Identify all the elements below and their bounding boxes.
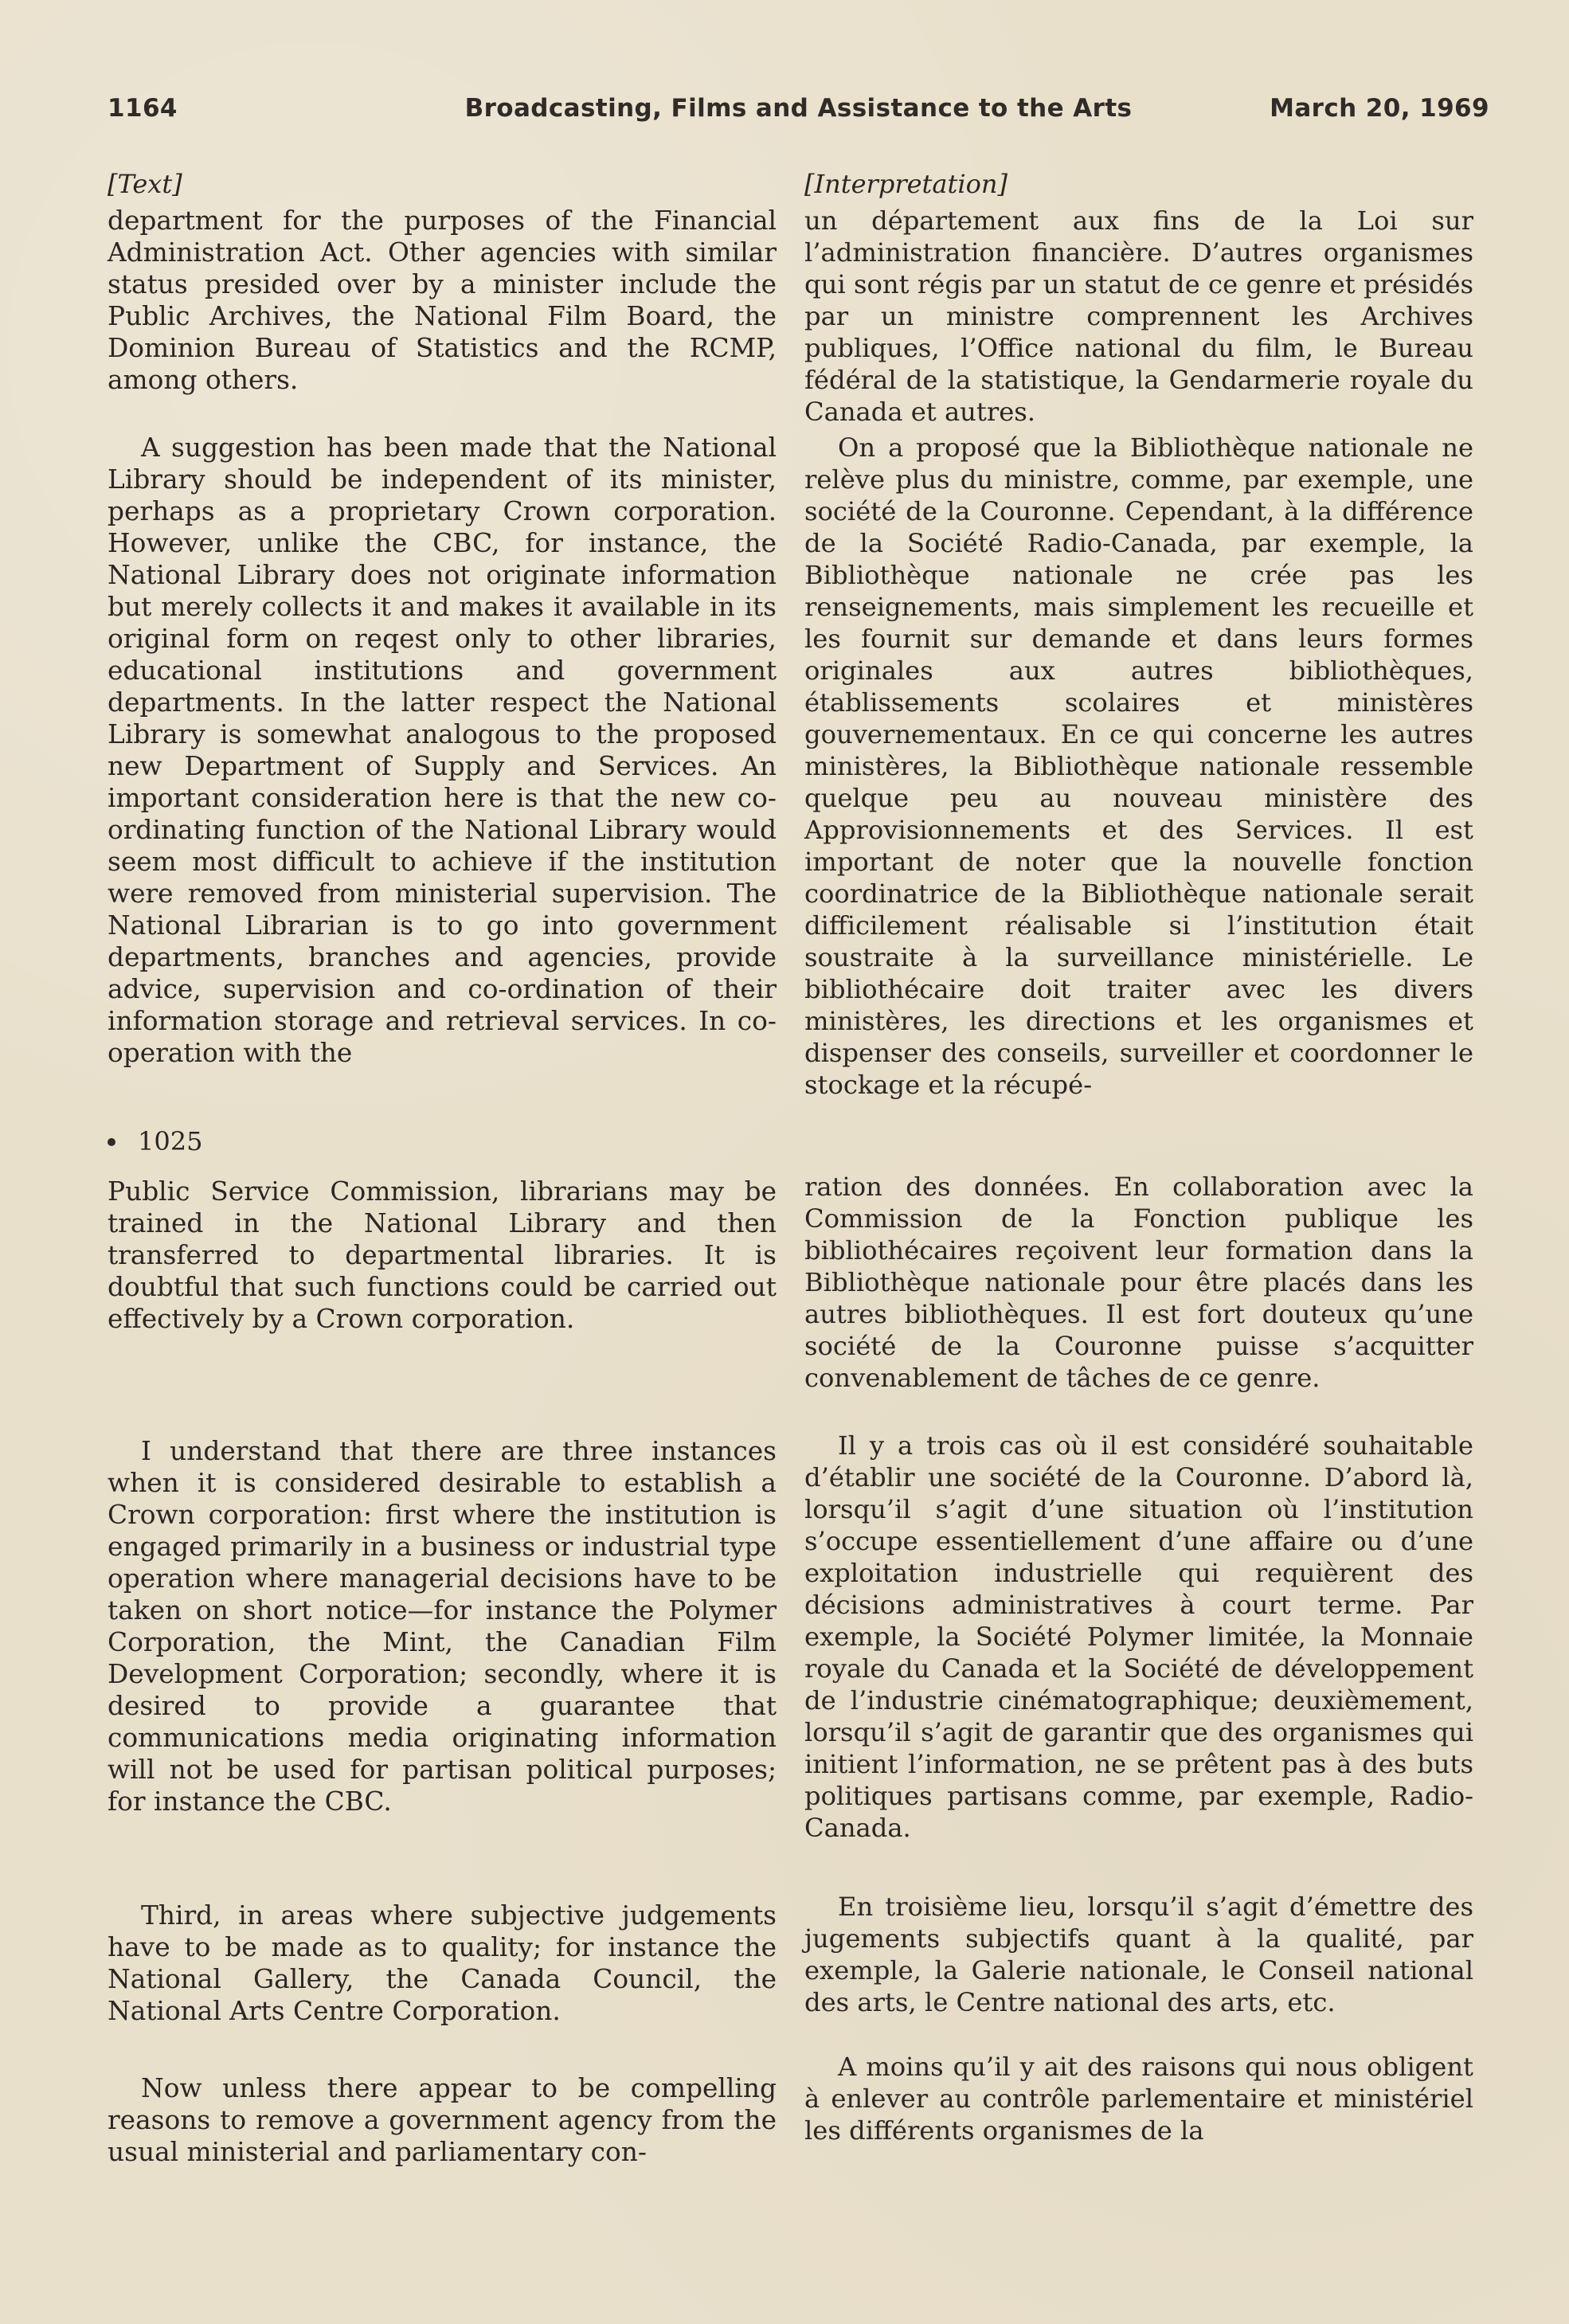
right-column-label-text: Interpretation xyxy=(814,169,998,199)
left-column xyxy=(108,0,777,2324)
right-column xyxy=(804,0,1473,2324)
left-paragraph-5: Third, in areas where subjective judgements have to be made as to quality; for instance the National Gallery, the Canada Council, the National Arts Centre Corporation. xyxy=(108,1900,777,2026)
marker-number: 1025 xyxy=(138,1126,203,1156)
header-date: March 20, 1969 xyxy=(1270,94,1489,123)
right-paragraph-4: Il y a trois cas où il est considéré souhaitable d’établir une société de la Couronne. D’abord là, lorsqu’il s’agit d’une situation où l’institution s’occupe essentiellement d’une affaire ou d’une exploitation industrielle qui requièrent des décisions administratives à court terme. Par exemple, la Société Polymer limitée, la Monnaie royale du Canada et la Société de développement de l’industrie cinématographique; deuxièmement, lorsqu’il s’agit de garantir que des organismes qui initient l’information, ne se prêtent pas à des buts politiques partisans comme, par exemple, Radio-Canada. xyxy=(804,1430,1473,1843)
page-number: 1164 xyxy=(108,94,178,123)
right-paragraph-1: un département aux fins de la Loi sur l’administration financière. D’autres organismes qui sont régis par un statut de ce genre et présidés par un ministre comprennent les Archives publiques, l’Office national du film, le Bureau fédéral de la statistique, la Gendarmerie royale du Canada et autres. xyxy=(804,205,1473,427)
left-column-label: [Text] xyxy=(108,169,182,199)
right-column-label: [Interpretation] xyxy=(804,169,1008,199)
right-paragraph-6: A moins qu’il y ait des raisons qui nous obligent à enlever au contrôle parlementaire et ministériel les différents organismes de la xyxy=(804,2052,1473,2146)
bullet-dot xyxy=(108,1138,115,1146)
running-title: Broadcasting, Films and Assistance to the Arts xyxy=(464,94,1133,123)
left-paragraph-6: Now unless there appear to be compelling reasons to remove a government agency from the usual ministerial and parliamentary con- xyxy=(108,2073,777,2167)
section-marker xyxy=(108,1125,202,1157)
right-paragraph-3: ration des données. En collaboration avec la Commission de la Fonction publique les bibliothécaires reçoivent leur formation dans la Bibliothèque nationale pour être placés dans les autres bibliothèques. Il est fort douteux qu’une société de la Couronne puisse s’acquitter convenablement de tâches de ce genre. xyxy=(804,1172,1473,1393)
right-paragraph-2: On a proposé que la Bibliothèque nationale ne relève plus du ministre, comme, par exemple, une société de la Couronne. Cependant, à la différence de la Société Radio-Canada, par exemple, la Bibliothèque nationale ne crée pas les renseignements, mais simplement les recueille et les fournit sur demande et dans leurs formes originales aux autres bibliothèques, établissements scolaires et ministères gouvernementaux. En ce qui concerne les autres ministères, la Bibliothèque nationale ressemble quelque peu au nouveau ministère des Approvisionnements et des Services. Il est important de noter que la nouvelle fonction coordinatrice de la Bibliothèque nationale serait difficilement réalisable si l’institution était soustraite à la surveillance ministérielle. Le bibliothécaire doit traiter avec les divers ministères, les directions et les organismes et dispenser des conseils, surveiller et coordonner le stockage et la récupé- xyxy=(804,432,1473,1100)
left-paragraph-1: department for the purposes of the Financial Administration Act. Other agencies with similar status presided over by a minister include the Public Archives, the National Film Board, the Dominion Bureau of Statistics and the RCMP, among others. xyxy=(108,205,777,395)
left-paragraph-2: A suggestion has been made that the National Library should be independent of its minister, perhaps as a proprietary Crown corporation. However, unlike the CBC, for instance, the National Library does not originate information but merely collects it and makes it available in its original form on reqest only to other libraries, educational institutions and government departments. In the latter respect the National Library is somewhat analogous to the proposed new Department of Supply and Services. An important consideration here is that the new co-ordinating function of the National Library would seem most difficult to achieve if the institution were removed from ministerial supervision. The National Librarian is to go into government departments, branches and agencies, provide advice, supervision and co-ordination of their information storage and retrieval services. In co-operation with the xyxy=(108,432,777,1068)
left-paragraph-4: I understand that there are three instances when it is considered desirable to establish a Crown corporation: first where the institution is engaged primarily in a business or industrial type operation where managerial decisions have to be taken on short notice—for instance the Polymer Corporation, the Mint, the Canadian Film Development Corporation; secondly, where it is desired to provide a guarantee that communications media originating information will not be used for partisan political purposes; for instance the CBC. xyxy=(108,1436,777,1817)
left-column-label-text: Text xyxy=(117,169,173,199)
right-paragraph-5: En troisième lieu, lorsqu’il s’agit d’émettre des jugements subjectifs quant à la qualité, par exemple, la Galerie nationale, le Conseil national des arts, le Centre national des arts, etc. xyxy=(804,1892,1473,2017)
left-paragraph-3: Public Service Commission, librarians may be trained in the National Library and then transferred to departmental libraries. It is doubtful that such functions could be carried out effectively by a Crown corporation. xyxy=(108,1176,777,1334)
